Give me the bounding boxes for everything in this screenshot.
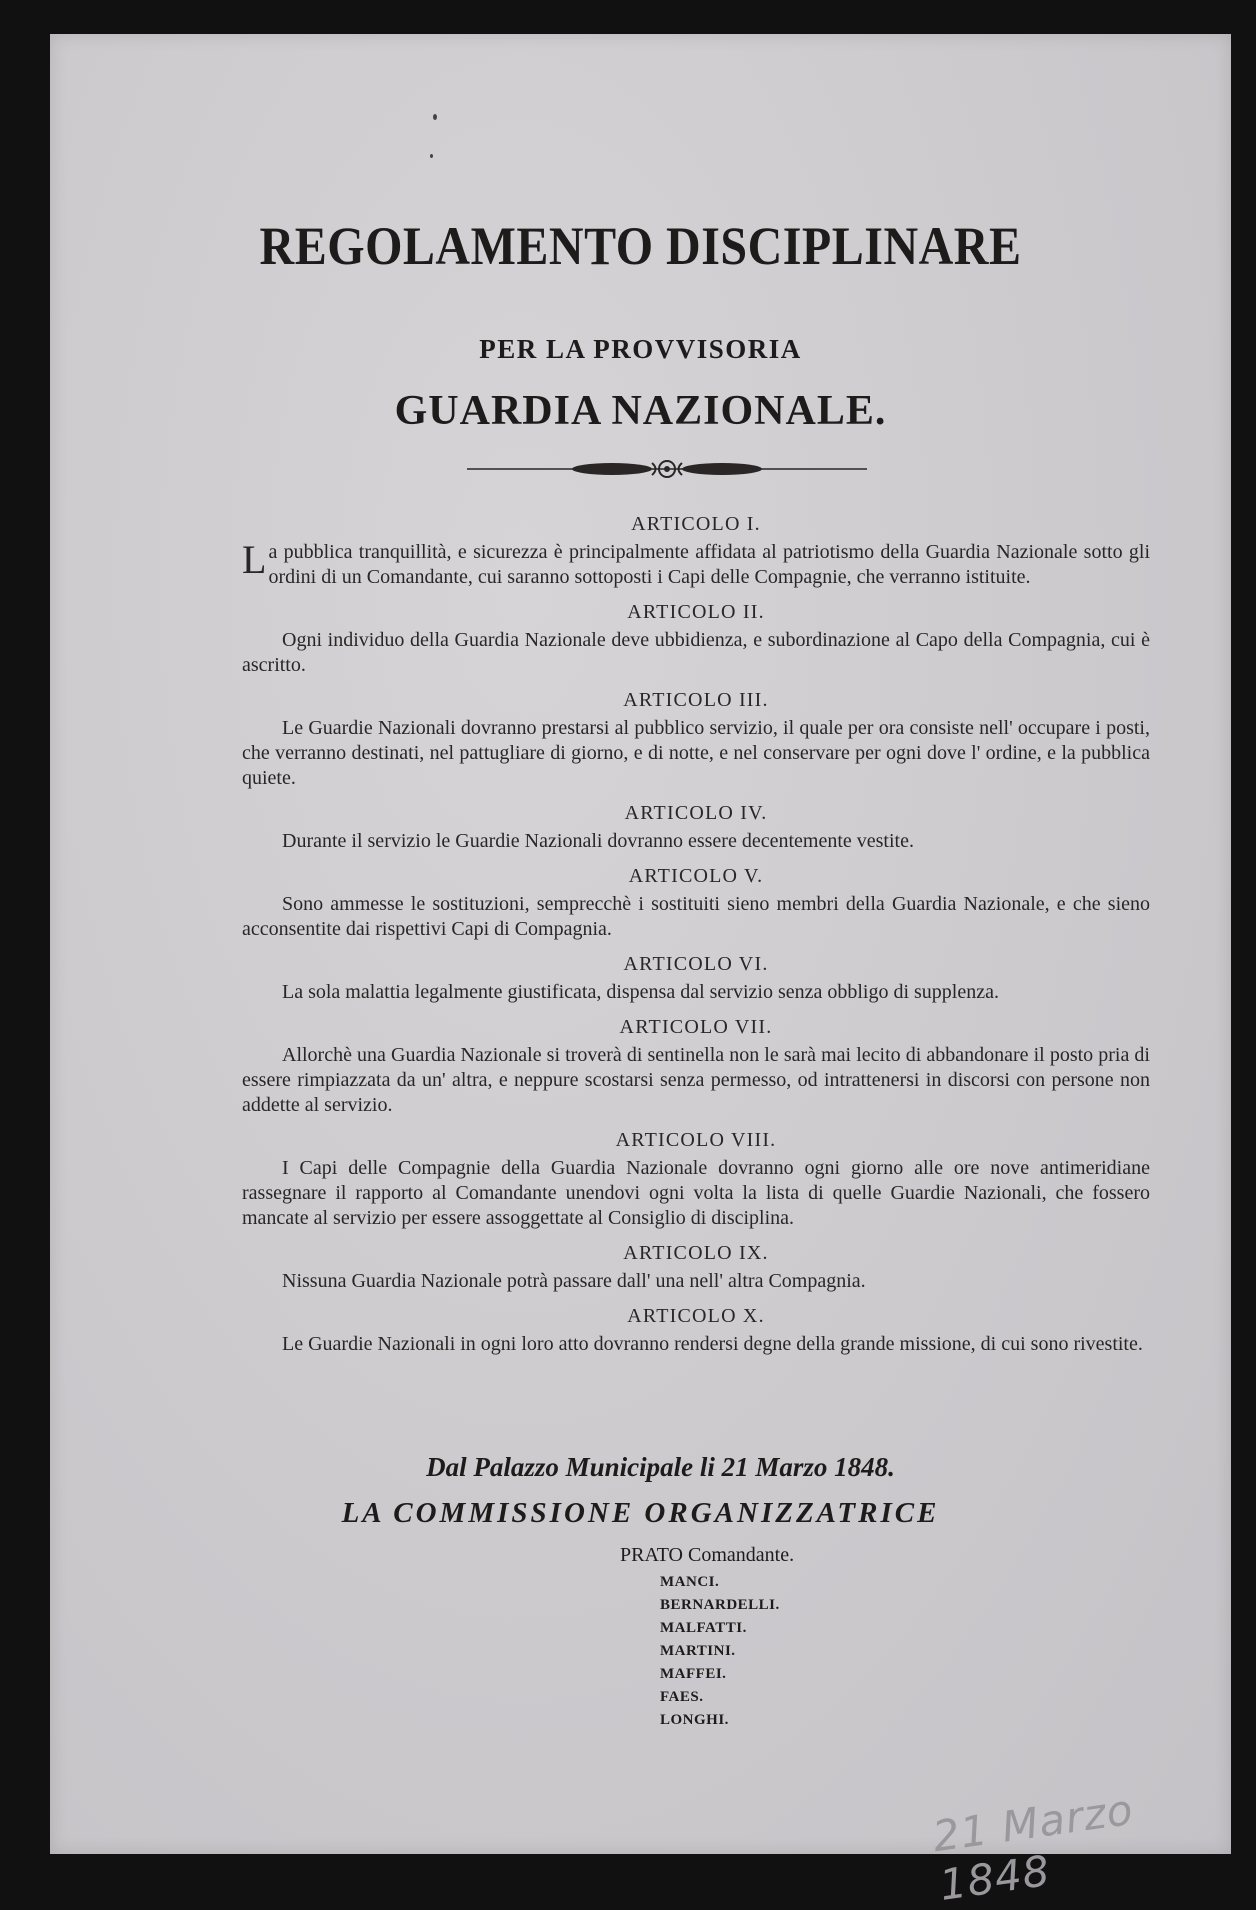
article-title: ARTICOLO VII.: [619, 1016, 773, 1038]
article-text: Le Guardie Nazionali in ogni loro atto dovranno rendersi degne della grande missione, di cui sono rivestite.: [282, 1333, 1143, 1355]
article-5: [242, 864, 1150, 942]
article-title: ARTICOLO II.: [627, 601, 765, 623]
handwritten-date-annotation: 21 Marzo 1848: [929, 1784, 1137, 1910]
article-text: I Capi delle Compagnie della Guardia Nazionale dovranno ogni giorno alle ore nove antimeridiane rassegnare il rapporto al Comandante unendovi ogni volta la lista di quelle Guardie Nazionali, che fossero mancate al servizio per essere assoggettate al Consiglio di disciplina.: [242, 1157, 1150, 1229]
article-title: ARTICOLO VI.: [623, 953, 769, 975]
article-text: Allorchè una Guardia Nazionale si troverà di sentinella non le sarà mai lecito di abbandonare il posto pria di essere rimpiazzata da un' altra, e neppure scostarsi senza permesso, od intrattenersi in discorsi con persone non addette al servizio.: [242, 1044, 1150, 1116]
article-7: [242, 1015, 1150, 1118]
article-3: [242, 688, 1150, 791]
member-name: MAFFEI.: [660, 1666, 727, 1682]
drop-cap: L: [242, 537, 267, 582]
article-text: a pubblica tranquillità, e sicurezza è principalmente affidata al patriotismo della Guardia Nazionale sotto gli ordini di un Comandante, cui saranno sottoposti i Capi delle Compagnie, che verranno istituite.: [268, 541, 1150, 588]
article-text: Durante il servizio le Guardie Nazionali dovranno essere decentemente vestite.: [282, 830, 914, 852]
article-title: ARTICOLO V.: [628, 865, 764, 887]
paper-speck: [430, 154, 433, 158]
paper-speck: [433, 114, 437, 120]
title-line-2: PER LA PROVVISORIA: [479, 334, 802, 364]
title-line-3: GUARDIA NAZIONALE.: [394, 388, 887, 434]
article-6: [242, 952, 1150, 1005]
member-name: MARTINI.: [660, 1643, 736, 1659]
ornament-divider-icon: [467, 454, 867, 484]
article-8: [242, 1128, 1150, 1231]
member-name: FAES.: [660, 1689, 704, 1705]
signature-block: [50, 1452, 1231, 1732]
place-date: Dal Palazzo Municipale li 21 Marzo 1848.: [426, 1452, 895, 1482]
document-sheet: [50, 34, 1231, 1854]
member-name: LONGHI.: [660, 1712, 729, 1728]
article-text: Le Guardie Nazionali dovranno prestarsi al pubblico servizio, il quale per ora consiste nell' occupare i posti, che verranno destinati, nel pattugliare di giorno, e di notte, e nel conservare per ogni dove l' ordine, e la pubblica quiete.: [242, 717, 1150, 789]
article-1: [242, 512, 1150, 590]
article-text: Sono ammesse le sostituzioni, semprecchè i sostituiti sieno membri della Guardia Nazionale, e che sieno acconsentite dai rispettivi Capi di Compagnia.: [242, 893, 1150, 940]
article-title: ARTICOLO IV.: [624, 802, 768, 824]
article-text: La sola malattia legalmente giustificata, dispensa dal servizio senza obbligo di supplenza.: [282, 981, 999, 1003]
member-name: MALFATTI.: [660, 1620, 747, 1636]
article-title: ARTICOLO IX.: [623, 1242, 769, 1264]
commander-signature: PRATO Comandante.: [620, 1544, 795, 1566]
article-10: [242, 1304, 1150, 1357]
article-9: [242, 1241, 1150, 1294]
article-title: ARTICOLO X.: [627, 1305, 765, 1327]
commission-name: LA COMMISSIONE ORGANIZZATRICE: [341, 1497, 940, 1529]
article-text: Ogni individuo della Guardia Nazionale deve ubbidienza, e subordinazione al Capo della Compagnia, cui è ascritto.: [242, 629, 1150, 676]
article-title: ARTICOLO I.: [631, 513, 761, 535]
articles-section: [242, 512, 1150, 1367]
article-2: [242, 600, 1150, 678]
member-name: MANCI.: [660, 1574, 720, 1590]
article-text: Nissuna Guardia Nazionale potrà passare dall' una nell' altra Compagnia.: [282, 1270, 866, 1292]
member-name: BERNARDELLI.: [660, 1597, 780, 1613]
article-title: ARTICOLO III.: [623, 689, 769, 711]
members-list: [50, 1571, 1231, 1732]
article-title: ARTICOLO VIII.: [615, 1129, 777, 1151]
title-line-1: REGOLAMENTO DISCIPLINARE: [259, 216, 1022, 277]
article-4: [242, 801, 1150, 854]
